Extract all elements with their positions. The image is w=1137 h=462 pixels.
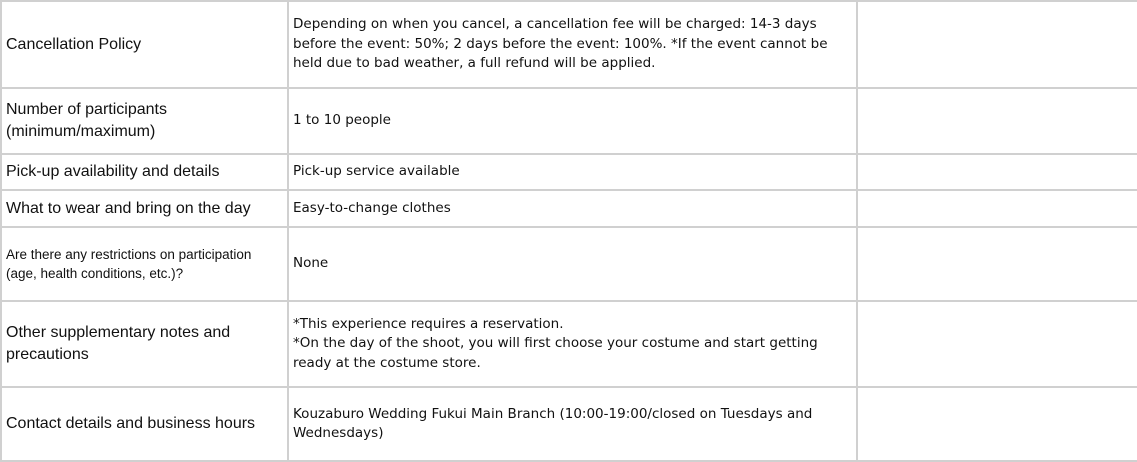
row-value: Kouzaburo Wedding Fukui Main Branch (10:00-19:00/closed on Tuesdays and Wednesdays): [288, 387, 857, 461]
table-row-supplementary-notes: [1, 301, 1137, 387]
table-row-what-to-wear: [1, 190, 1137, 227]
row-label: Number of participants (minimum/maximum): [1, 88, 288, 154]
empty-cell: [857, 387, 1137, 461]
table-row-restrictions: [1, 227, 1137, 301]
table-row-pickup: [1, 154, 1137, 190]
row-label: What to wear and bring on the day: [1, 190, 288, 227]
table-row-cancellation-policy: [1, 1, 1137, 88]
empty-cell: [857, 154, 1137, 190]
row-value: Depending on when you cancel, a cancellation fee will be charged: 14-3 days before the event: 50%; 2 days before the event: 100%. *If the event cannot be held due to bad weather, a full refund will be applied.: [288, 1, 857, 88]
row-value: None: [288, 227, 857, 301]
note-line: *On the day of the shoot, you will first choose your costume and start getting ready at the costume store.: [293, 335, 818, 371]
row-label: Cancellation Policy: [1, 1, 288, 88]
note-line: *This experience requires a reservation.: [293, 315, 564, 332]
row-label: Contact details and business hours: [1, 387, 288, 461]
empty-cell: [857, 227, 1137, 301]
empty-cell: [857, 301, 1137, 387]
table-row-participants: [1, 88, 1137, 154]
empty-cell: [857, 190, 1137, 227]
row-label: Pick-up availability and details: [1, 154, 288, 190]
table-row-contact-details: [1, 387, 1137, 461]
row-label: Are there any restrictions on participation (age, health conditions, etc.)?: [1, 227, 288, 301]
empty-cell: [857, 88, 1137, 154]
row-label: Other supplementary notes and precautions: [1, 301, 288, 387]
row-value: [288, 301, 857, 387]
row-value: 1 to 10 people: [288, 88, 857, 154]
row-value: Pick-up service available: [288, 154, 857, 190]
row-value: Easy-to-change clothes: [288, 190, 857, 227]
empty-cell: [857, 1, 1137, 88]
